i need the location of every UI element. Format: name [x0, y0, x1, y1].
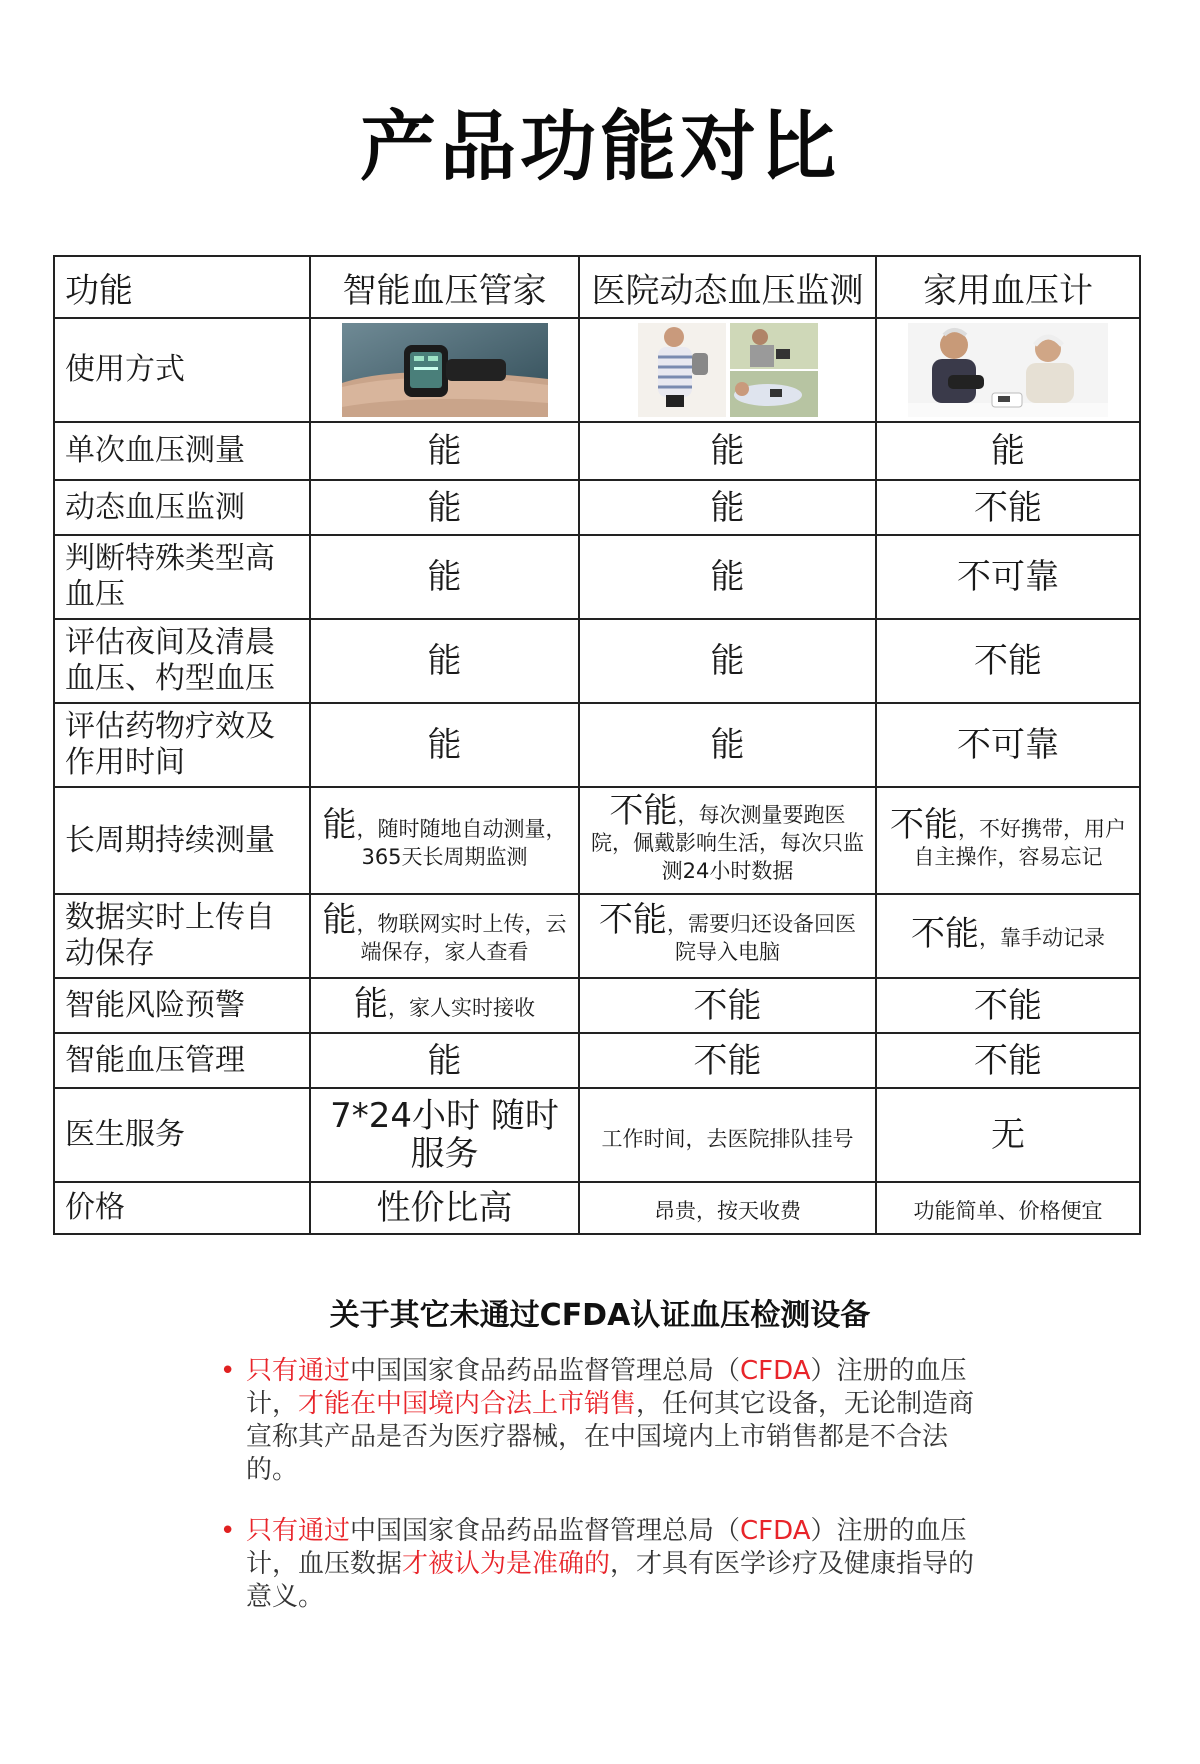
highlight-text: CFDA: [740, 1516, 811, 1546]
feature-label: 价格: [54, 1182, 310, 1234]
body-text: ，任何其它设备，无论制造商宣称其产品是否为医疗器械，在中国境内上市销售都是不合法的。: [246, 1389, 975, 1485]
value-cell: 能: [579, 422, 876, 480]
feature-label: 智能血压管理: [54, 1033, 310, 1088]
value-cell: 不能: [876, 1033, 1140, 1088]
header-hospital-abpm: 医院动态血压监测: [579, 256, 876, 318]
usage-label: 使用方式: [54, 318, 310, 422]
value-cell: 能: [579, 703, 876, 787]
highlight-text: 才能在中国境内合法上市销售: [298, 1389, 637, 1419]
table-row: [54, 480, 1140, 535]
feature-label: 评估夜间及清晨血压、杓型血压: [54, 619, 310, 703]
bullet-dot-icon: •: [220, 1356, 236, 1386]
table-row-usage: [54, 318, 1140, 422]
usage-cell-smart: [310, 318, 579, 422]
value-cell: [876, 787, 1140, 894]
table-row: [54, 1033, 1140, 1088]
value-cell: 能: [310, 480, 579, 535]
value-cell: 能: [310, 535, 579, 619]
highlight-text: 只有通过: [246, 1516, 351, 1546]
value-cell: 能: [310, 619, 579, 703]
table-row: [54, 894, 1140, 978]
header-home-bp: 家用血压计: [876, 256, 1140, 318]
value-cell: 不能: [579, 1033, 876, 1088]
value-cell: 性价比高: [310, 1182, 579, 1234]
value-cell: 能: [876, 422, 1140, 480]
value-cell: 功能简单、价格便宜: [876, 1182, 1140, 1234]
page-title: 产品功能对比: [360, 102, 840, 191]
usage-cell-hospital: [579, 318, 876, 422]
value-cell: 不可靠: [876, 703, 1140, 787]
value-main: 不能: [609, 790, 678, 831]
value-cell: 能: [310, 422, 579, 480]
value-main: 不能: [599, 900, 667, 940]
value-cell: 不能: [876, 480, 1140, 535]
table-row: [54, 1182, 1140, 1234]
section-title: 关于其它未通过CFDA认证血压检测设备: [329, 1298, 871, 1333]
value-cell: 昂贵，按天收费: [579, 1182, 876, 1234]
value-cell: 无: [876, 1088, 1140, 1182]
value-main: 能: [354, 983, 388, 1024]
smartwatch-photo: [342, 323, 548, 417]
value-main: 不能: [890, 804, 958, 845]
comparison-table: [53, 255, 1141, 1235]
highlight-text: 只有通过: [246, 1356, 351, 1386]
value-note: ，家人实时接收: [388, 995, 535, 1020]
value-cell: 能: [579, 480, 876, 535]
home-bp-photo: [908, 323, 1108, 417]
value-cell: 工作时间，去医院排队挂号: [579, 1088, 876, 1182]
value-cell: [579, 894, 876, 978]
value-cell: 能: [579, 619, 876, 703]
value-main: 能: [322, 804, 357, 845]
table-row: [54, 787, 1140, 894]
value-cell: [310, 787, 579, 894]
list-item: [218, 1515, 978, 1614]
header-smart-bp: 智能血压管家: [310, 256, 579, 318]
feature-label: 智能风险预警: [54, 978, 310, 1033]
bullet-dot-icon: •: [220, 1516, 236, 1546]
body-text: 中国国家食品药品监督管理总局（: [350, 1516, 741, 1546]
table-row: [54, 535, 1140, 619]
highlight-text: CFDA: [740, 1356, 811, 1386]
value-note: ，不好携带，用户自主操作，容易忘记: [913, 816, 1126, 869]
body-text: 中国国家食品药品监督管理总局（: [350, 1356, 741, 1386]
value-cell: [310, 894, 579, 978]
hospital-monitor-photos: [638, 323, 818, 417]
table-row: [54, 1088, 1140, 1182]
value-cell: 能: [310, 1033, 579, 1088]
body-text: ）注册的血压计，: [246, 1356, 967, 1419]
value-cell: [579, 787, 876, 894]
value-cell: 不能: [876, 978, 1140, 1033]
feature-label: 长周期持续测量: [54, 787, 310, 894]
feature-label: 数据实时上传自动保存: [54, 894, 310, 978]
value-main: 不能: [911, 914, 979, 954]
value-cell: 能: [310, 703, 579, 787]
table-row: [54, 619, 1140, 703]
table-row: [54, 422, 1140, 480]
value-cell: 能: [579, 535, 876, 619]
value-note: ，随时随地自动测量，365天长周期监测: [356, 816, 567, 869]
feature-label: 医生服务: [54, 1088, 310, 1182]
table-row: [54, 703, 1140, 787]
value-note: ，需要归还设备回医院导入电脑: [667, 912, 856, 964]
feature-label: 判断特殊类型高血压: [54, 535, 310, 619]
body-text: ）注册的血压计，血压数据: [246, 1516, 967, 1579]
value-note: ，每次测量要跑医院，佩戴影响生活，每次只监测24小时数据: [591, 802, 864, 883]
value-cell: [310, 978, 579, 1033]
usage-cell-home: [876, 318, 1140, 422]
value-cell: 不可靠: [876, 535, 1140, 619]
table-header-row: [54, 256, 1140, 318]
feature-label: 动态血压监测: [54, 480, 310, 535]
value-cell: 7*24小时 随时服务: [310, 1088, 579, 1182]
list-item: [218, 1355, 978, 1487]
value-note: ，物联网实时上传，云端保存，家人查看: [356, 912, 567, 964]
body-text: ，才具有医学诊疗及健康指导的意义。: [246, 1549, 975, 1612]
feature-label: 评估药物疗效及作用时间: [54, 703, 310, 787]
value-cell: [876, 894, 1140, 978]
table-row: [54, 978, 1140, 1033]
value-main: 能: [322, 900, 357, 940]
feature-label: 单次血压测量: [54, 422, 310, 480]
value-cell: 不能: [876, 619, 1140, 703]
value-note: ，靠手动记录: [979, 926, 1105, 950]
highlight-text: 才被认为是准确的: [402, 1549, 611, 1579]
notice-list: [218, 1355, 978, 1642]
value-cell: 不能: [579, 978, 876, 1033]
header-feature: 功能: [54, 256, 310, 318]
